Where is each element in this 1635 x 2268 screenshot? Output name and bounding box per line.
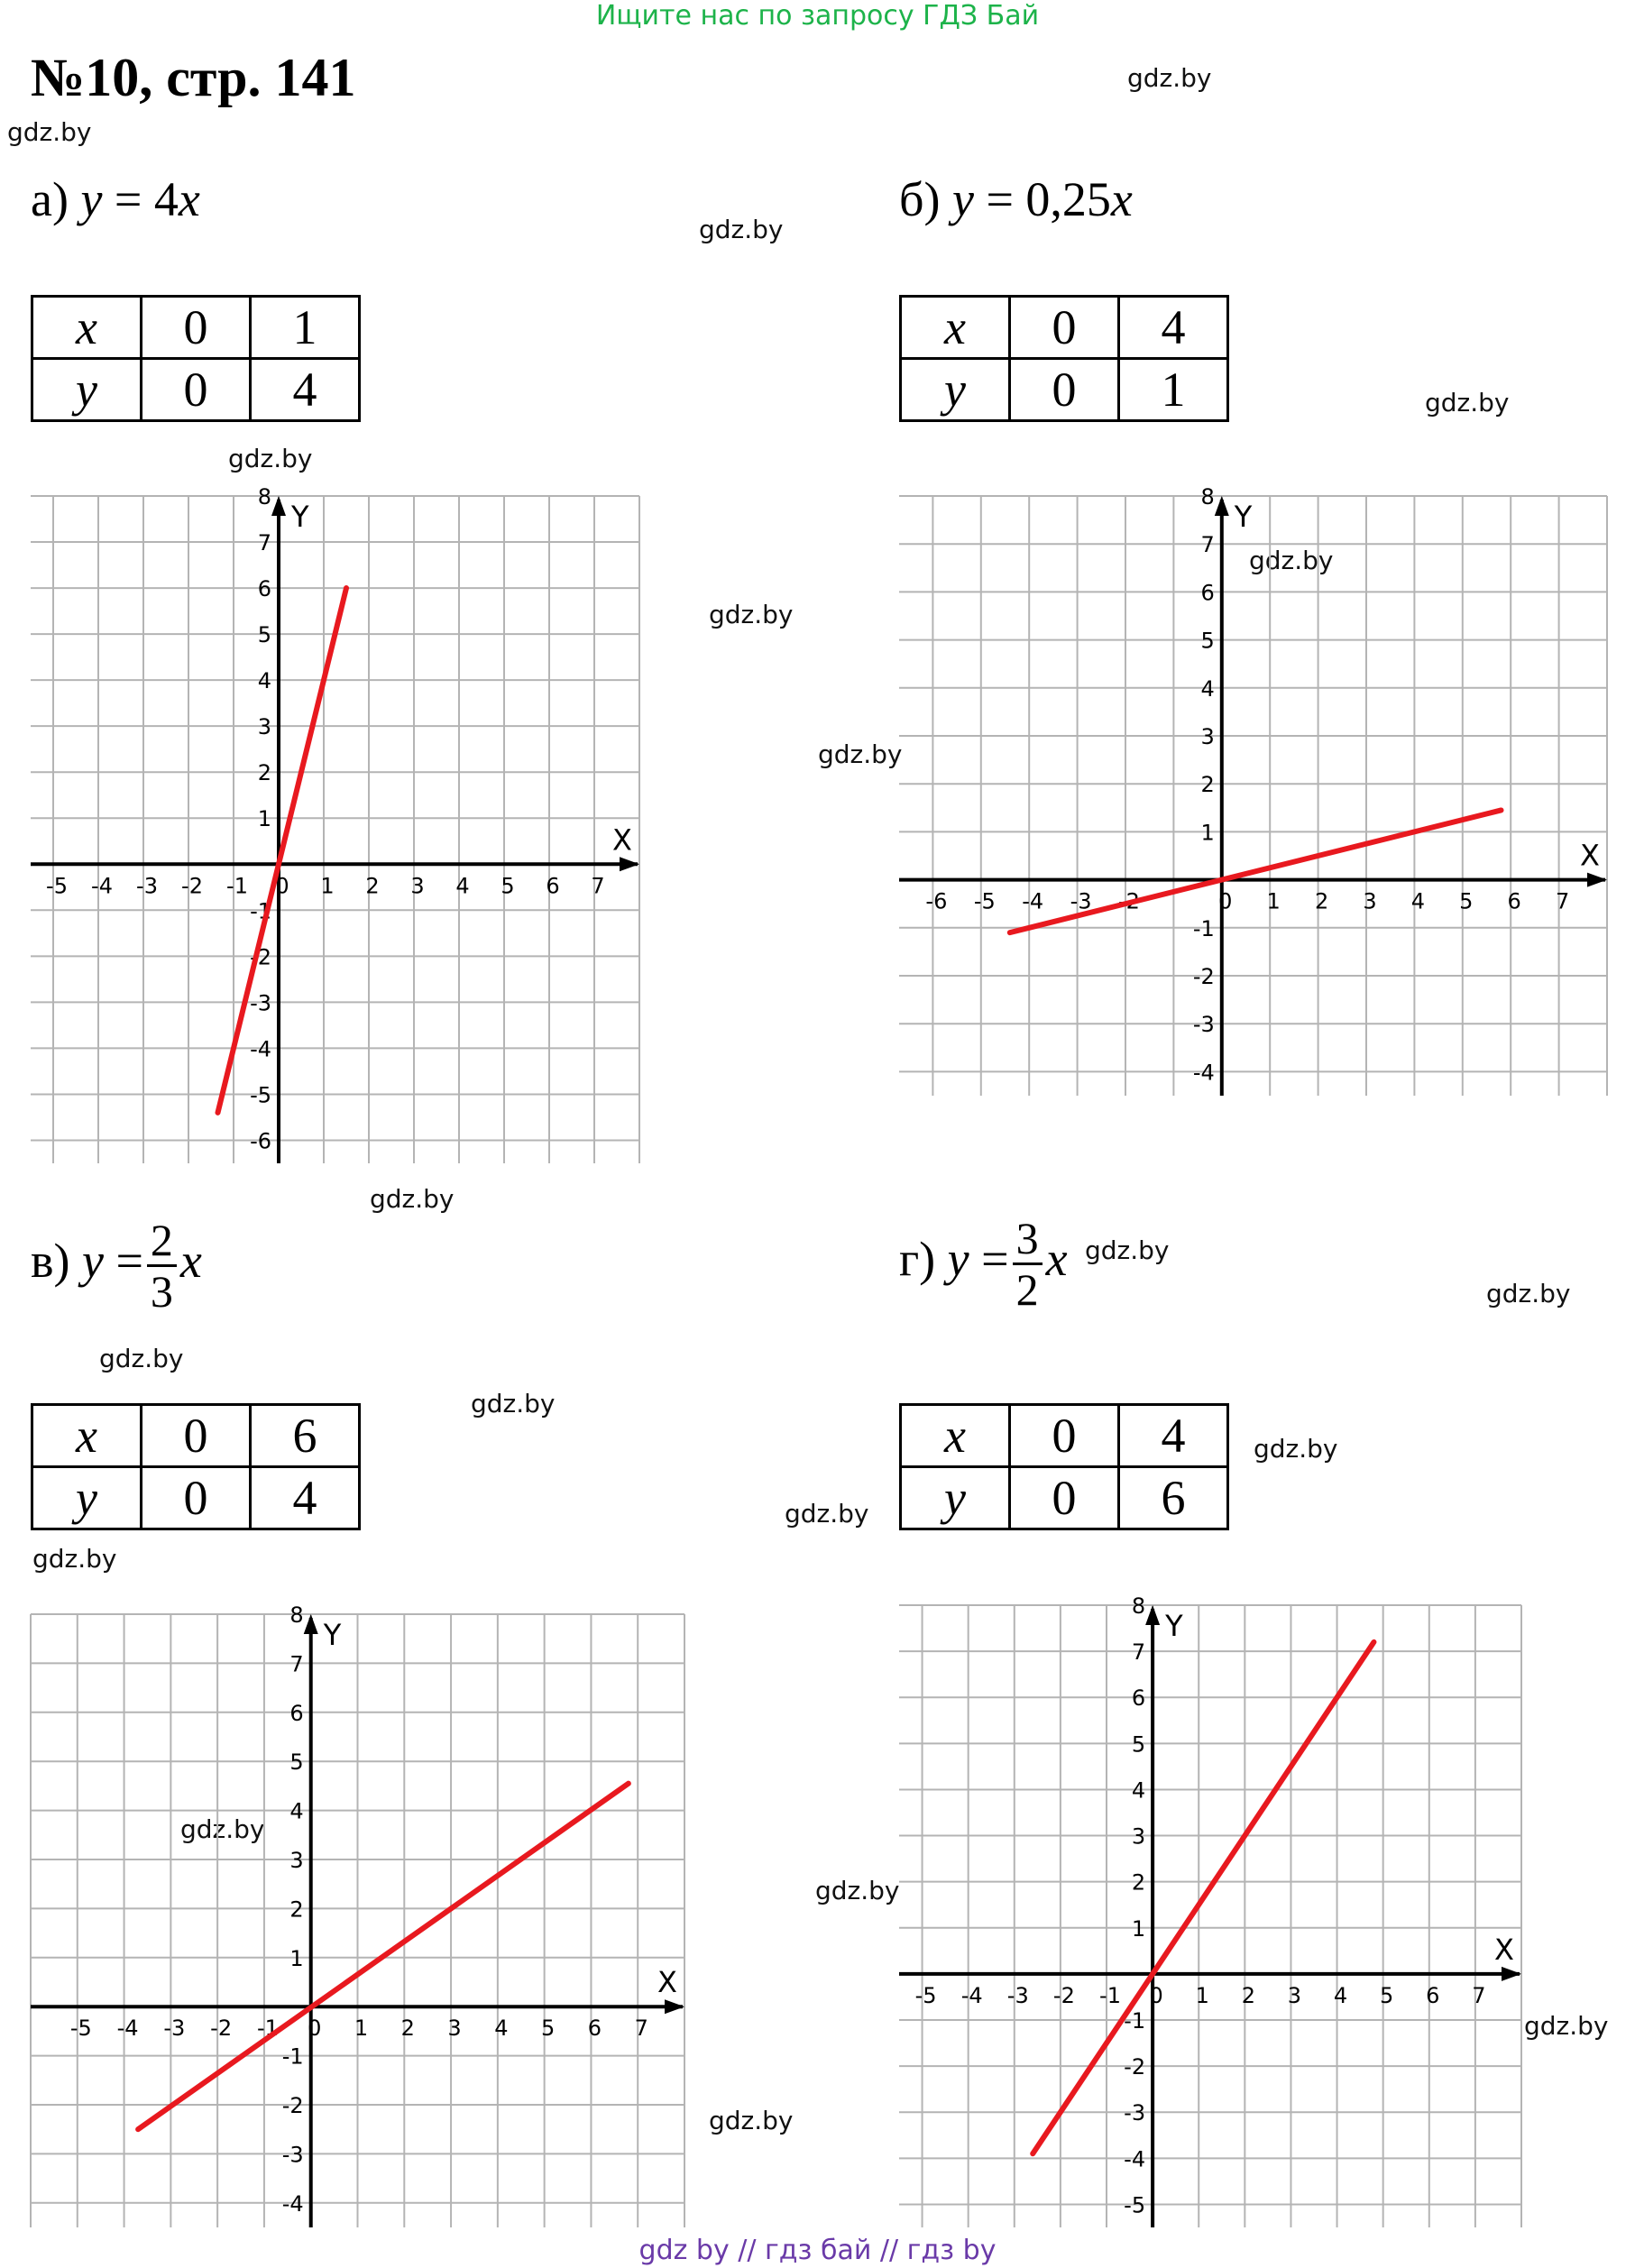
watermark: gdz.by xyxy=(1085,1235,1170,1265)
y-tick-label: 6 xyxy=(257,576,271,602)
y-tick-label: -2 xyxy=(1124,2054,1146,2080)
x-tick-label: -4 xyxy=(960,1982,983,2008)
y-tick-label: 7 xyxy=(1131,1639,1146,1666)
y-tick-label: -5 xyxy=(250,1082,271,1108)
y-tick-label: 8 xyxy=(1200,484,1215,510)
value-table-b xyxy=(899,295,1229,422)
cell: y xyxy=(901,1467,1010,1529)
x-tick-label: -1 xyxy=(1099,1982,1121,2008)
y-axis-arrow xyxy=(1215,496,1229,516)
cell: 0 xyxy=(1010,297,1119,359)
x-tick-label: -2 xyxy=(1118,888,1140,914)
formula-a: а) y = 4x xyxy=(31,172,200,226)
y-tick-label: 3 xyxy=(289,1848,304,1873)
x-axis-label: X xyxy=(1580,838,1600,873)
x-tick-label: 3 xyxy=(1287,1982,1302,2008)
value-table-v xyxy=(31,1403,361,1530)
watermark: gdz.by xyxy=(1249,546,1334,575)
y-tick-label: 1 xyxy=(289,1945,304,1971)
y-tick-label: -5 xyxy=(1124,2192,1146,2218)
y-tick-label: 2 xyxy=(1200,772,1215,798)
x-tick-label: 0 xyxy=(1218,888,1233,914)
x-tick-label: -4 xyxy=(1022,888,1044,914)
x-tick-label: 2 xyxy=(1314,888,1329,914)
x-tick-label: 0 xyxy=(1149,1982,1163,2008)
x-tick-label: 1 xyxy=(320,873,335,899)
formula-b: б) y = 0,25x xyxy=(899,172,1133,226)
page-title: №10, стр. 141 xyxy=(31,48,356,107)
watermark: gdz.by xyxy=(7,117,92,147)
y-tick-label: 3 xyxy=(257,714,271,740)
cell: y xyxy=(32,359,142,421)
x-tick-label: 6 xyxy=(587,2015,602,2042)
watermark: gdz.by xyxy=(1524,2011,1609,2041)
y-axis-arrow xyxy=(271,496,286,516)
y-tick-label: 6 xyxy=(289,1700,304,1726)
cell: x xyxy=(901,297,1010,359)
x-tick-label: -2 xyxy=(181,873,203,899)
y-tick-label: 1 xyxy=(257,806,271,832)
x-tick-label: -5 xyxy=(914,1982,937,2008)
cell: 0 xyxy=(1010,1467,1119,1529)
y-tick-label: 4 xyxy=(257,668,271,694)
y-tick-label: -1 xyxy=(250,898,271,924)
cell: y xyxy=(901,359,1010,421)
cell: 0 xyxy=(142,1467,251,1529)
x-tick-label: 5 xyxy=(541,2015,556,2042)
y-tick-label: -2 xyxy=(281,2093,304,2118)
y-tick-label: 1 xyxy=(1131,1915,1146,1942)
watermark: gdz.by xyxy=(699,215,784,244)
x-tick-label: 5 xyxy=(501,873,515,899)
y-axis-label: Y xyxy=(1234,500,1253,534)
fraction-numerator: 2 xyxy=(147,1217,177,1267)
x-axis-arrow xyxy=(1587,873,1607,887)
y-tick-label: -3 xyxy=(250,990,271,1016)
y-tick-label: -4 xyxy=(1124,2146,1146,2172)
graph-line xyxy=(1010,810,1502,932)
cell: 1 xyxy=(1119,359,1228,421)
watermark: gdz.by xyxy=(180,1814,265,1844)
x-tick-label: -3 xyxy=(163,2015,186,2042)
graph-v xyxy=(31,1602,684,2227)
y-axis-arrow xyxy=(304,1614,318,1634)
value-table-a xyxy=(31,295,361,422)
watermark: gdz.by xyxy=(1425,388,1510,418)
cell: x xyxy=(32,1405,142,1467)
watermark: gdz.by xyxy=(1254,1434,1338,1464)
y-axis-label: Y xyxy=(291,500,309,534)
x-tick-label: 0 xyxy=(275,873,289,899)
x-tick-label: -4 xyxy=(116,2015,139,2042)
formula-v: в) y = $\frac{2}{3}$ x xyxy=(31,1215,202,1317)
x-tick-label: 0 xyxy=(308,2015,322,2042)
cell: 0 xyxy=(1010,1405,1119,1467)
watermark: gdz.by xyxy=(785,1499,869,1529)
x-axis-label: X xyxy=(1494,1932,1514,1967)
y-tick-label: -4 xyxy=(250,1036,271,1062)
x-tick-label: 5 xyxy=(1459,888,1474,914)
watermark: gdz.by xyxy=(1127,63,1212,93)
y-tick-label: -3 xyxy=(281,2142,304,2168)
x-tick-label: -2 xyxy=(210,2015,233,2042)
y-tick-label: 2 xyxy=(289,1896,304,1923)
x-axis-arrow xyxy=(620,857,639,871)
watermark: gdz.by xyxy=(709,2106,794,2135)
cell: x xyxy=(901,1405,1010,1467)
x-axis-label: X xyxy=(657,1965,677,2000)
x-tick-label: -5 xyxy=(69,2015,92,2042)
part-label: г) xyxy=(899,1231,936,1286)
y-tick-label: 8 xyxy=(289,1602,304,1628)
x-tick-label: -2 xyxy=(1052,1982,1075,2008)
cell: 4 xyxy=(1119,297,1228,359)
graph-line xyxy=(218,588,347,1113)
cell: 4 xyxy=(251,1467,360,1529)
coefficient: 0,25 xyxy=(1025,172,1111,226)
x-tick-label: 7 xyxy=(591,873,605,899)
watermark: gdz.by xyxy=(228,444,313,473)
x-tick-label: 6 xyxy=(1507,888,1521,914)
cell: 6 xyxy=(1119,1467,1228,1529)
graph-b xyxy=(899,484,1607,1096)
cell: 0 xyxy=(1010,359,1119,421)
y-axis-label: Y xyxy=(1165,1609,1183,1643)
y-tick-label: 5 xyxy=(257,622,271,648)
x-tick-label: -5 xyxy=(973,888,996,914)
x-tick-label: 5 xyxy=(1380,1982,1394,2008)
x-tick-label: -3 xyxy=(1070,888,1092,914)
x-tick-label: 3 xyxy=(447,2015,462,2042)
y-axis-arrow xyxy=(1145,1605,1160,1625)
x-tick-label: -5 xyxy=(46,873,68,899)
y-tick-label: -6 xyxy=(250,1128,271,1154)
graph-g xyxy=(899,1593,1521,2227)
x-tick-label: -3 xyxy=(136,873,158,899)
x-tick-label: 3 xyxy=(1363,888,1377,914)
graph-a xyxy=(31,484,639,1163)
y-tick-label: 8 xyxy=(1131,1593,1146,1619)
watermark: gdz.by xyxy=(1486,1279,1571,1308)
y-tick-label: 7 xyxy=(289,1651,304,1677)
y-tick-label: -2 xyxy=(250,944,271,970)
cell: 0 xyxy=(142,297,251,359)
y-tick-label: 4 xyxy=(1200,675,1215,702)
x-axis-arrow xyxy=(1502,1967,1521,1981)
part-label: б) xyxy=(899,172,941,226)
x-tick-label: 1 xyxy=(1266,888,1281,914)
y-axis-label: Y xyxy=(323,1618,342,1652)
watermark: gdz.by xyxy=(818,739,903,769)
cell: 4 xyxy=(251,359,360,421)
fraction-numerator: 3 xyxy=(1013,1216,1043,1265)
y-tick-label: 8 xyxy=(257,484,271,510)
part-label: а) xyxy=(31,172,69,226)
formula-g: г) y = $\frac{3}{2}$ x xyxy=(899,1213,1068,1315)
footer: gdz by // гдз бай // гдз by xyxy=(638,2235,997,2266)
graph-line xyxy=(138,1784,629,2130)
x-tick-label: 7 xyxy=(1555,888,1570,914)
cell: 0 xyxy=(142,1405,251,1467)
x-tick-label: 6 xyxy=(1426,1982,1440,2008)
search-banner: Ищите нас по запросу ГДЗ Бай xyxy=(595,0,1040,32)
x-tick-label: -1 xyxy=(256,2015,279,2042)
x-tick-label: 2 xyxy=(1241,1982,1255,2008)
cell: 4 xyxy=(1119,1405,1228,1467)
part-label: в) xyxy=(31,1233,70,1288)
y-tick-label: 5 xyxy=(1200,628,1215,654)
fraction-denominator: 3 xyxy=(150,1266,173,1317)
y-tick-label: -1 xyxy=(1124,2008,1146,2034)
x-tick-label: 2 xyxy=(365,873,380,899)
x-axis-arrow xyxy=(665,1999,684,2014)
x-tick-label: 4 xyxy=(455,873,470,899)
y-tick-label: -3 xyxy=(1124,2100,1146,2126)
x-axis-label: X xyxy=(612,822,632,858)
x-tick-label: -6 xyxy=(925,888,948,914)
x-tick-label: -3 xyxy=(1006,1982,1029,2008)
watermark: gdz.by xyxy=(99,1344,184,1373)
y-tick-label: 5 xyxy=(1131,1731,1146,1758)
value-table-g xyxy=(899,1403,1229,1530)
y-tick-label: 3 xyxy=(1131,1823,1146,1850)
y-tick-label: -1 xyxy=(1192,915,1215,941)
watermark: gdz.by xyxy=(709,600,794,629)
y-tick-label: -1 xyxy=(281,2043,304,2070)
x-tick-label: 1 xyxy=(354,2015,369,2042)
x-tick-label: 4 xyxy=(494,2015,509,2042)
watermark: gdz.by xyxy=(32,1544,117,1574)
y-tick-label: 2 xyxy=(257,760,271,786)
x-tick-label: 7 xyxy=(1472,1982,1486,2008)
y-tick-label: 2 xyxy=(1131,1869,1146,1896)
y-tick-label: -4 xyxy=(1192,1060,1215,1086)
y-tick-label: 5 xyxy=(289,1749,304,1776)
x-tick-label: -1 xyxy=(226,873,248,899)
y-tick-label: -3 xyxy=(1192,1012,1215,1038)
y-tick-label: 7 xyxy=(1200,532,1215,558)
y-tick-label: -2 xyxy=(1192,964,1215,989)
cell: 1 xyxy=(251,297,360,359)
x-tick-label: 3 xyxy=(410,873,425,899)
y-tick-label: 4 xyxy=(289,1798,304,1824)
cell: y xyxy=(32,1467,142,1529)
coefficient: 4 xyxy=(153,172,179,226)
y-tick-label: 4 xyxy=(1131,1777,1146,1804)
y-tick-label: 1 xyxy=(1200,820,1215,846)
y-tick-label: 7 xyxy=(257,530,271,556)
watermark: gdz.by xyxy=(815,1876,900,1905)
x-tick-label: 6 xyxy=(546,873,560,899)
x-tick-label: -4 xyxy=(91,873,113,899)
y-tick-label: -4 xyxy=(281,2190,304,2217)
y-tick-label: 6 xyxy=(1200,580,1215,606)
cell: 0 xyxy=(142,359,251,421)
graph-line xyxy=(1033,1642,1373,2153)
x-tick-label: 2 xyxy=(400,2015,415,2042)
x-tick-label: 7 xyxy=(634,2015,648,2042)
watermark: gdz.by xyxy=(370,1184,455,1214)
x-tick-label: 1 xyxy=(1195,1982,1209,2008)
y-tick-label: 6 xyxy=(1131,1685,1146,1712)
y-tick-label: 3 xyxy=(1200,724,1215,749)
fraction-denominator: 2 xyxy=(1015,1264,1039,1315)
cell: x xyxy=(32,297,142,359)
watermark: gdz.by xyxy=(471,1389,556,1419)
x-tick-label: 4 xyxy=(1410,888,1426,914)
x-tick-label: 4 xyxy=(1333,1982,1348,2008)
cell: 6 xyxy=(251,1405,360,1467)
